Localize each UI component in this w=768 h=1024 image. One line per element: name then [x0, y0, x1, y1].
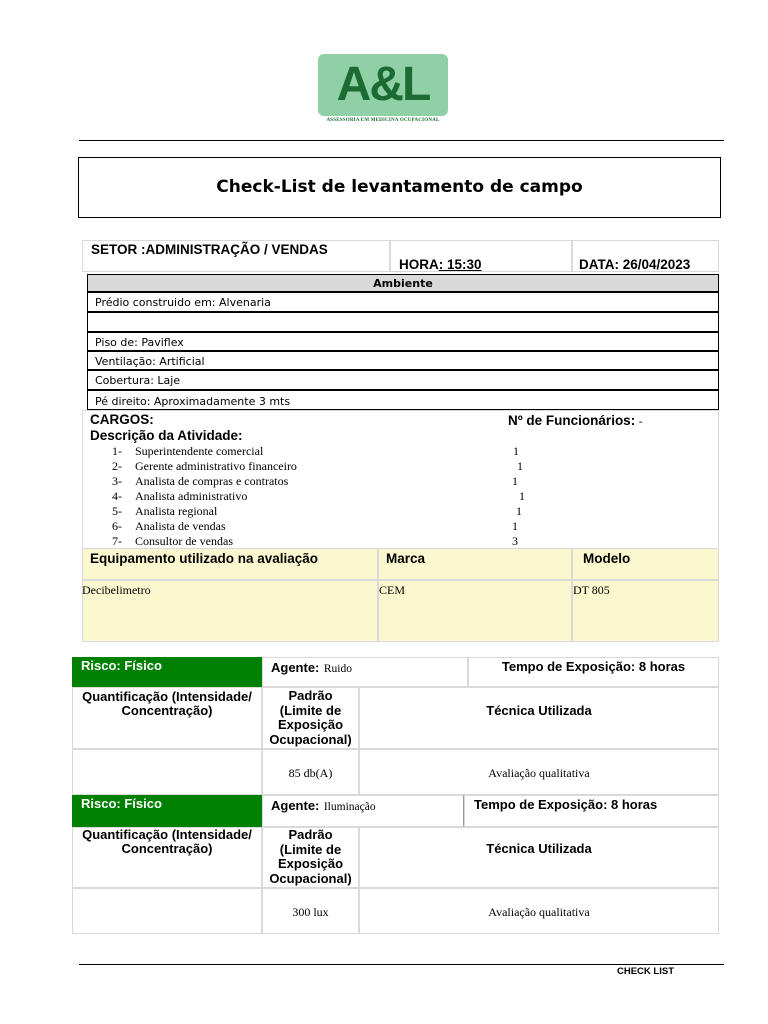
list-item: [112, 519, 297, 534]
setor-label: SETOR :ADMINISTRAÇÃO / VENDAS: [91, 242, 328, 257]
ambiente-header: [87, 274, 719, 292]
padrao-header-cell: [262, 687, 359, 749]
page-title: Check-List de levantamento de campo: [216, 177, 583, 197]
equip-header-col3: [572, 548, 719, 580]
item-count: 1: [516, 504, 522, 518]
ambiente-row: [87, 390, 719, 410]
ambiente-predio: Prédio construido em: Alvenaria: [95, 296, 271, 309]
equip-header-col1: [82, 548, 378, 580]
header-divider: [79, 140, 724, 141]
item-name: Consultor de vendas: [135, 534, 233, 548]
equip-modelo-cell: [572, 580, 719, 642]
ambiente-label: Ambiente: [373, 277, 433, 290]
padrao-header: Padrão (Limite de Exposição Ocupacional): [269, 688, 352, 747]
data-value: DATA: 26/04/2023: [579, 257, 691, 272]
footer-label: CHECK LIST: [617, 966, 674, 977]
agente-cell: [262, 657, 468, 687]
agente-label: Agente:: [271, 798, 320, 813]
item-number: 7-: [112, 534, 122, 548]
padrao-value: 300 lux: [292, 905, 329, 919]
setor-cell: [82, 240, 390, 272]
ambiente-ventilacao: Ventilação: Artificial: [95, 355, 205, 368]
item-number: 4-: [112, 489, 122, 503]
item-count: 3: [512, 534, 518, 548]
hora-label: HORA: [399, 257, 439, 272]
list-item: [112, 504, 297, 519]
item-count: 1: [512, 519, 518, 533]
logo-text: A&L: [336, 58, 430, 111]
item-name: Analista de vendas: [135, 519, 226, 533]
ambiente-row: [87, 370, 719, 390]
cargos-label: CARGOS:: [90, 412, 154, 427]
equip-marca-cell: [378, 580, 572, 642]
quant-header-cell: [72, 687, 262, 749]
list-item: [112, 459, 297, 474]
tempo-exposicao: Tempo de Exposição: 8 horas: [474, 797, 658, 812]
hora-cell: [390, 240, 572, 272]
equip-item-cell: [82, 580, 378, 642]
tempo-cell: [464, 795, 719, 827]
equip-modelo: DT 805: [573, 583, 610, 597]
agente-label: Agente:: [271, 660, 320, 675]
list-item: [112, 489, 297, 504]
agente-value: Ruido: [323, 663, 352, 675]
item-count: 1: [517, 459, 523, 473]
equip-col3-label: Modelo: [583, 551, 631, 566]
item-name: Analista regional: [135, 504, 218, 518]
tecnica-value-cell: [359, 888, 719, 934]
data-cell: [572, 240, 719, 272]
padrao-value-cell: [262, 749, 359, 795]
item-name: Analista de compras e contratos: [135, 474, 289, 488]
tempo-cell: [468, 657, 719, 687]
padrao-header-cell: [262, 827, 359, 888]
ambiente-pe-direito: Pé direito: Aproximadamente 3 mts: [95, 395, 291, 408]
tecnica-value: Avaliação qualitativa: [488, 905, 590, 919]
funcionarios-field: [508, 412, 643, 430]
item-number: 2-: [112, 459, 122, 473]
cargos-counts: [512, 444, 525, 549]
funcionarios-label: Nº de Funcionários:: [508, 413, 636, 428]
agente-cell: [262, 795, 464, 827]
ambiente-row: [87, 332, 719, 351]
footer-divider: [79, 964, 724, 965]
padrao-value: 85 db(A): [288, 766, 333, 780]
agente-field: [271, 797, 376, 815]
risco-label: Risco: Físico: [81, 658, 162, 673]
quant-value-cell: [72, 749, 262, 795]
tecnica-header: Técnica Utilizada: [486, 841, 592, 856]
funcionarios-value: -: [635, 415, 643, 428]
item-name: Analista administrativo: [135, 489, 248, 503]
equip-col1-label: Equipamento utilizado na avaliação: [90, 551, 319, 566]
tecnica-header: Técnica Utilizada: [486, 703, 592, 718]
agente-value: Iluminação: [323, 801, 376, 813]
title-box: [78, 157, 721, 218]
tecnica-header-cell: [359, 827, 719, 888]
tecnica-header-cell: [359, 687, 719, 749]
list-item: [112, 474, 297, 489]
risco-badge: [72, 795, 262, 827]
padrao-header: Padrão (Limite de Exposição Ocupacional): [269, 827, 352, 886]
item-number: 3-: [112, 474, 122, 488]
company-logo: [316, 54, 450, 126]
equip-marca: CEM: [379, 583, 406, 597]
item-name: Gerente administrativo financeiro: [135, 459, 297, 473]
item-count: 1: [519, 489, 525, 503]
hora-field: [399, 257, 482, 272]
ambiente-cobertura: Cobertura: Laje: [95, 374, 181, 387]
list-item: [112, 534, 297, 549]
ambiente-row: [87, 351, 719, 370]
descricao-label: Descrição da Atividade:: [90, 428, 243, 443]
quant-header: Quantificação (Intensidade/ Concentração): [82, 689, 252, 718]
item-count: 1: [512, 474, 518, 488]
item-count: 1: [513, 444, 519, 458]
equip-col2-label: Marca: [386, 551, 426, 566]
quant-header: Quantificação (Intensidade/ Concentração): [82, 827, 252, 856]
quant-header-cell: [72, 827, 262, 888]
item-number: 5-: [112, 504, 122, 518]
ambiente-row: [87, 292, 719, 312]
ambiente-row: [87, 312, 719, 332]
tecnica-value: Avaliação qualitativa: [488, 766, 590, 780]
item-name: Superintendente comercial: [135, 444, 264, 458]
quant-value-cell: [72, 888, 262, 934]
risco-badge: [72, 657, 262, 687]
risco-label: Risco: Físico: [81, 796, 162, 811]
equip-item: Decibelimetro: [82, 583, 151, 597]
logo-subtitle: ASSESSORIA EM MEDICINA OCUPACIONAL: [326, 118, 440, 123]
agente-field: [271, 659, 352, 677]
item-number: 6-: [112, 519, 122, 533]
equip-header-col2: [378, 548, 572, 580]
padrao-value-cell: [262, 888, 359, 934]
hora-value: : 15:30: [438, 257, 482, 272]
list-item: [112, 444, 297, 459]
cargos-list: [112, 444, 297, 549]
tecnica-value-cell: [359, 749, 719, 795]
tempo-exposicao: Tempo de Exposição: 8 horas: [501, 659, 686, 674]
item-number: 1-: [112, 444, 122, 458]
ambiente-piso: Piso de: Paviflex: [95, 336, 184, 349]
